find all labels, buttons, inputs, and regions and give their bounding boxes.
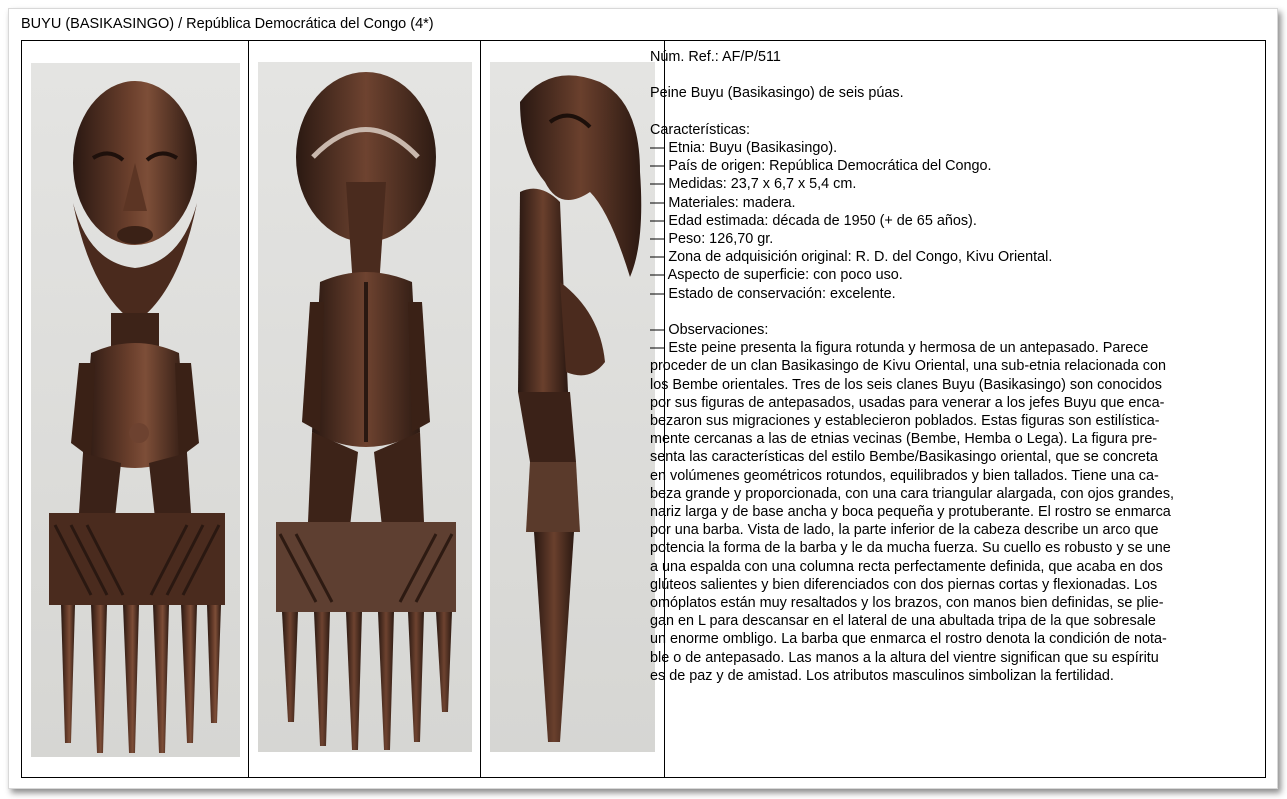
comb-back-image bbox=[258, 62, 472, 752]
feature-surface: — Aspecto de superficie: con poco uso. bbox=[650, 267, 903, 284]
feature-materials: — Materiales: madera. bbox=[650, 194, 796, 211]
comb-back-photo bbox=[258, 62, 472, 752]
observations-line: omóplatos están muy resaltados y los brazos, con manos bien definidas, se plie- bbox=[650, 595, 1164, 612]
observations-line: gan en L para descansar en el lateral de una abultada tripa de la que sobresale bbox=[650, 613, 1156, 630]
comb-front-image bbox=[31, 63, 240, 757]
observations-line: — Este peine presenta la figura rotunda y hermosa de un antepasado. Parece bbox=[650, 340, 1149, 357]
observations-line: bezaron sus migraciones y establecieron poblados. Estas figuras son estilística- bbox=[650, 413, 1160, 430]
observations-line: ble o de antepasado. Las manos a la altura del vientre significan que su espíritu bbox=[650, 649, 1159, 666]
observations-line: beza grande y proporcionada, con una cara triangular alargada, con ojos grandes, bbox=[650, 485, 1175, 502]
description-panel bbox=[650, 48, 1225, 685]
observations-line: nariz larga y de base ancha y boca pequeña y protuberante. El rostro se enmarca bbox=[650, 504, 1171, 521]
feature-country: — País de origen: República Democrática del Congo. bbox=[650, 158, 992, 175]
features-heading: Características: bbox=[650, 121, 750, 138]
observations-line: es de paz y de amistad. Los atributos masculinos simbolizan la fertilidad. bbox=[650, 667, 1114, 684]
item-description: Peine Buyu (Basikasingo) de seis púas. bbox=[650, 85, 904, 102]
comb-front-photo bbox=[31, 63, 240, 757]
photo-cell-side bbox=[481, 41, 665, 777]
observations-line: glúteos salientes y bien diferenciados con dos piernas cortas y flexionadas. Los bbox=[650, 576, 1158, 593]
observations-line: potencia la forma de la barba y le da mucha fuerza. Su cuello es robusto y se une bbox=[650, 540, 1171, 557]
observations-line: por una barba. Vista de lado, la parte inferior de la cabeza describe un arco que bbox=[650, 522, 1159, 539]
feature-measures: — Medidas: 23,7 x 6,7 x 5,4 cm. bbox=[650, 176, 857, 193]
observations-line: en volúmenes geométricos rotundos, equilibrados y bien tallados. Tiene una ca- bbox=[650, 467, 1159, 484]
observations-line: un enorme ombligo. La barba que enmarca el rostro denota la condición de nota- bbox=[650, 631, 1167, 648]
comb-side-image bbox=[490, 62, 655, 752]
comb-side-photo bbox=[490, 62, 655, 752]
feature-age: — Edad estimada: década de 1950 (+ de 65 años). bbox=[650, 212, 977, 229]
feature-condition: — Estado de conservación: excelente. bbox=[650, 285, 896, 302]
feature-acquisition: — Zona de adquisición original: R. D. del Congo, Kivu Oriental. bbox=[650, 249, 1053, 266]
feature-weight: — Peso: 126,70 gr. bbox=[650, 231, 774, 247]
observations-heading: — Observaciones: bbox=[650, 322, 769, 338]
observations-body bbox=[650, 339, 1225, 685]
observations-line: mente cercanas a las de etnias vecinas (Bembe, Hemba o Lega). La figura pre- bbox=[650, 431, 1158, 448]
feature-ethnicity: — Etnia: Buyu (Basikasingo). bbox=[650, 139, 838, 156]
document-title: BUYU (BASIKASINGO) / República Democrática del Congo (4*) bbox=[21, 16, 434, 32]
observations-line: a una espalda con una columna recta perfectamente definida, que acaba en dos bbox=[650, 558, 1163, 575]
photo-cell-back bbox=[249, 41, 481, 777]
reference-number: Núm. Ref.: AF/P/511 bbox=[650, 49, 781, 65]
observations-line: por sus figuras de antepasados, usadas para venerar a los jefes Buyu que enca- bbox=[650, 394, 1165, 411]
observations-line: senta las características del estilo Bembe/Basikasingo oriental, que se concreta bbox=[650, 449, 1158, 466]
photo-cell-front bbox=[22, 41, 249, 777]
observations-line: los Bembe orientales. Tres de los seis clanes Buyu (Basikasingo) son conocidos bbox=[650, 376, 1162, 393]
observations-line: proceder de un clan Basikasingo de Kivu Oriental, una sub-etnia relacionada con bbox=[650, 358, 1166, 375]
